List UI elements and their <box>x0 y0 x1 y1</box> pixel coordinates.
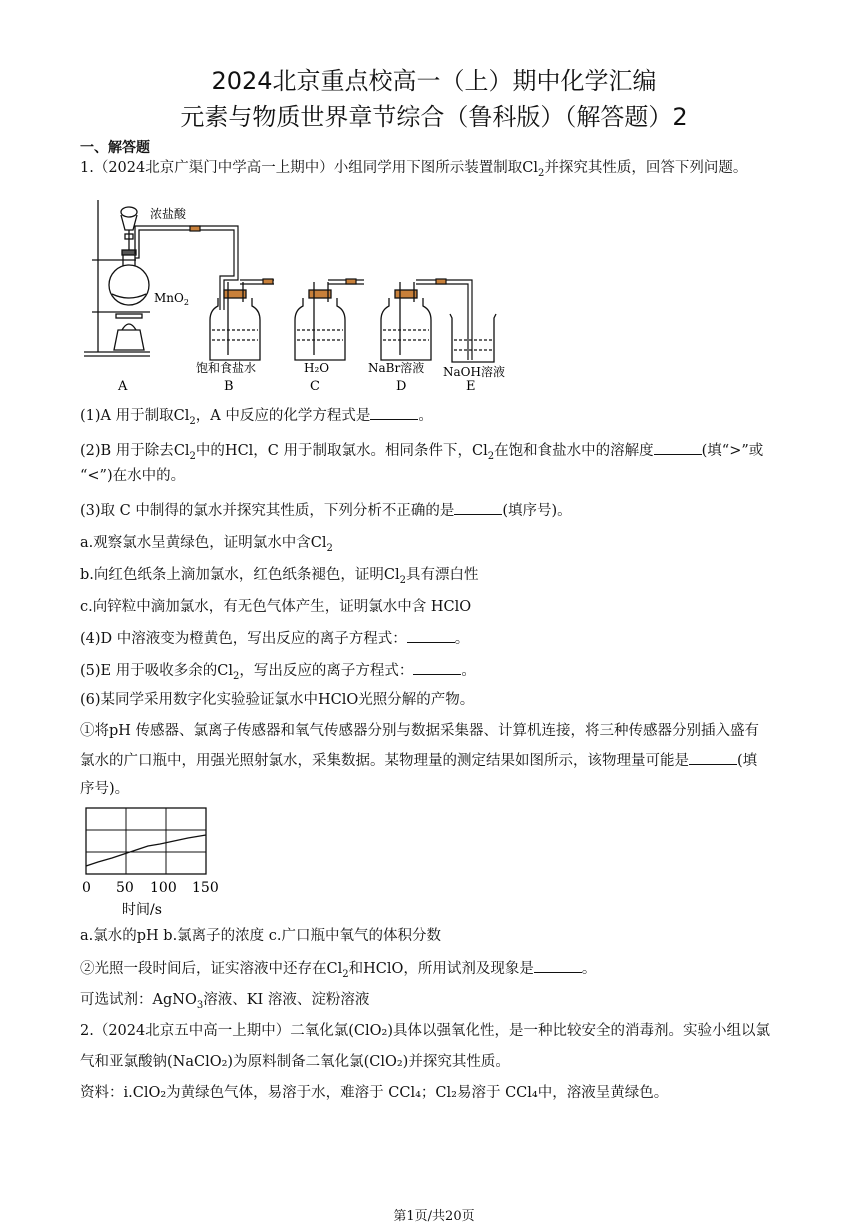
reagent-label: 浓盐酸 <box>150 207 187 221</box>
bottle-b-label: 饱和食盐水 <box>196 361 257 375</box>
section-heading: 一、解答题 <box>80 140 150 156</box>
q1-part6-1-end: 序号)。 <box>80 781 130 797</box>
answer-blank-6 <box>689 750 737 765</box>
answer-blank-7 <box>534 958 582 973</box>
sensor-graph <box>78 802 238 920</box>
label-e: E <box>466 379 476 394</box>
tick-150: 150 <box>192 880 219 896</box>
answer-blank-2 <box>654 440 702 455</box>
mno2-label: MnO$_2$ <box>154 291 189 307</box>
answer-blank-4 <box>407 628 455 643</box>
label-c: C <box>310 379 320 394</box>
q1-part1: (1)A 用于制取$Cl_2$，A 中反应的化学方程式是 。 <box>80 405 433 432</box>
tick-0: 0 <box>82 880 91 896</box>
apparatus-diagram <box>78 190 518 400</box>
bottle-c-label: H₂O <box>304 361 330 375</box>
q1-intro: 1.（2024北京广渠门中学高一上期中）小组同学用下图所示装置制取$Cl_2$并探究其性质，回答下列问题。 <box>80 160 748 179</box>
q1-part3: (3)取 C 中制得的氯水并探究其性质，下列分析不正确的是 (填序号)。 <box>80 500 572 521</box>
label-d: D <box>396 379 407 394</box>
q2-line2: 气和亚氯酸钠(NaClO₂)为原料制备二氧化氯(ClO₂)并探究其性质。 <box>80 1054 510 1070</box>
document-subtitle: 元素与物质世界章节综合（鲁科版）（解答题）2 <box>180 103 688 131</box>
beaker-e-label: NaOH溶液 <box>443 365 505 379</box>
q1-part4: (4)D 中溶液变为橙黄色，写出反应的离子方程式： 。 <box>80 628 469 649</box>
stand-a <box>84 200 228 356</box>
bottle-d-label: NaBr溶液 <box>368 361 425 375</box>
q1-part6-1-cont: 氯水的广口瓶中，用强光照射氯水，采集数据。某物理量的测定结果如图所示，该物理量可能是 (填 <box>80 750 757 771</box>
answer-blank-1 <box>370 405 418 420</box>
q1-option-b: b.向红色纸条上滴加氯水，红色纸条褪色，证明$Cl_2$具有漂白性 <box>80 567 479 586</box>
document-title: 2024北京重点校高一（上）期中化学汇编 <box>211 67 657 95</box>
q1-reagents: 可选试剂：AgNO$_3$溶液、KI 溶液、淀粉溶液 <box>80 992 370 1011</box>
q1-option-a: a.观察氯水呈黄绿色，证明氯水中含$Cl_2$ <box>80 535 333 554</box>
q2-line3: 资料：i.ClO₂为黄绿色气体，易溶于水，难溶于 CCl₄；Cl₂易溶于 CCl₄中，溶液呈黄绿色。 <box>80 1085 669 1101</box>
tick-50: 50 <box>116 880 134 896</box>
graph-xlabel: 时间/s <box>122 902 162 918</box>
q1-part6-options: a.氯水的pH b.氯离子的浓度 c.广口瓶中氧气的体积分数 <box>80 928 442 944</box>
q1-part2: (2)B 用于除去$Cl_2$中的HCl，C 用于制取氯水。相同条件下，$Cl_2$在饱和食盐水中的溶解度 (填“>”或 <box>80 440 763 467</box>
q1-part2-cont: “<”)在水中的。 <box>80 468 186 484</box>
label-b: B <box>224 379 234 394</box>
tick-100: 100 <box>150 880 177 896</box>
answer-blank-5 <box>413 660 461 675</box>
page-footer: 第1页/共20页 <box>393 1209 475 1224</box>
answer-blank-3 <box>454 500 502 515</box>
q1-part6: (6)某同学采用数字化实验验证氯水中HClO光照分解的产物。 <box>80 692 475 708</box>
q1-part5: (5)E 用于吸收多余的$Cl_2$，写出反应的离子方程式： 。 <box>80 660 476 687</box>
label-a: A <box>118 379 128 394</box>
bottles <box>210 282 496 362</box>
q2-line1: 2.（2024北京五中高一上期中）二氧化氯(ClO₂)具体以强氧化性，是一种比较安全的消毒剂。实验小组以氯 <box>80 1023 770 1039</box>
q1-part6-1: ①将pH 传感器、氯离子传感器和氧气传感器分别与数据采集器、计算机连接，将三种传感器分别插入盛有 <box>80 723 760 739</box>
graph-curve <box>86 835 206 866</box>
q1-option-c: c.向锌粒中滴加氯水，有无色气体产生，证明氯水中含 HClO <box>80 599 472 615</box>
q1-part6-2: ②光照一段时间后，证实溶液中还存在$Cl_2$和HClO，所用试剂及现象是 。 <box>80 958 596 985</box>
